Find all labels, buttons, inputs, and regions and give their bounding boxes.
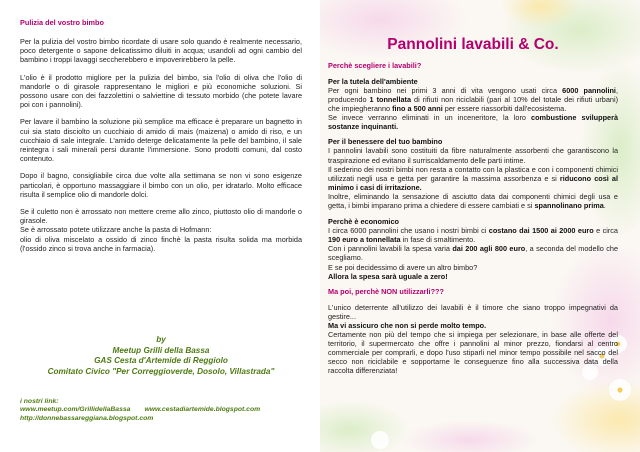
paragraph: Dopo il bagno, consigliabile circa due volte alla settimana se non vi sono esigenze particolari, è opportuno massaggiare il bimbo con un olio, per idratarlo. Molto efficace risulta il semplice olio di mandorle dolci. bbox=[20, 171, 302, 199]
credit-line: Meetup Grilli della Bassa bbox=[112, 345, 210, 355]
links-label: i nostri link: bbox=[20, 398, 59, 405]
question-heading: Ma poi, perchè NON utilizzarli??? bbox=[328, 286, 444, 296]
paragraph: Se il culetto non è arrossato non mettere creme allo zinco, piuttosto olio di mandorle o girasole. Se è arrossato potete utilizzare anche la pasta di Hofmann: olio di oliva miscelato a ossido di zinco finchè la pasta risulta solida ma morbida (l'ossido zinco si trova anche in farmacia). bbox=[20, 207, 302, 253]
right-content bbox=[328, 36, 618, 381]
link-meetup[interactable]: www.meetup.com/GrillidellaBassa bbox=[20, 406, 131, 414]
credit-line: by bbox=[156, 335, 166, 344]
left-content bbox=[20, 18, 302, 261]
credits bbox=[20, 335, 302, 377]
link-cesta[interactable]: www.cestadiartemide.blogspot.com bbox=[144, 406, 261, 414]
paragraph: Per la pulizia del vostro bimbo ricordate di usare solo quando è realmente necessario, poco detergente o sapone delicatissimo diluiti in acqua; usandoli ad ogni cambio del bambino i troppi lavaggi seccherebbero e impoverirebbero la pelle. bbox=[20, 37, 302, 65]
link-donne[interactable]: http://donnebassareggiana.blogspot.com bbox=[20, 414, 154, 422]
paragraph: Per ogni bambino nei primi 3 anni di vita vengono usati circa 6000 pannolini, producendo 1 tonnellata di rifiuti non riciclabili (pari al 10% del totale dei rifiuti urbani) che impiegheranno fino a 500 anni per essere riassorbiti dall'ecosistema. Se invece verranno eliminati in un inceneritore, la loro combustione svilupperà sostanze inquinanti. bbox=[328, 86, 619, 132]
credit-line: GAS Cesta d'Artemide di Reggiolo bbox=[94, 356, 228, 365]
page-title: Pannolini lavabili & Co. bbox=[387, 36, 559, 53]
links-row bbox=[20, 406, 310, 414]
subheading: Perchè è economico bbox=[328, 217, 399, 227]
paragraph: I pannolini lavabili sono costituiti da fibre naturalmente assorbenti che garantiscono la traspirazione ed evitano il surriscaldamento delle parti intime. Il sederino dei nostri bimbi non resta a contatto con la plastica e con i componenti chimici utilizzati negli usa e getta per garantire la massima assorbenza e si riducono così al minimo i casi di irritazione. Inoltre, eliminando la sensazione di asciutto data dai componenti chimici degli usa e getta, i bimbi imparano prima a chiedere di essere cambiati e si spannolinano prima. bbox=[328, 146, 618, 211]
paragraph: Per lavare il bambino la soluzione più semplice ma efficace è preparare un bagnetto in cui sia stato disciolto un cucchiaio di amido di mais (maizena) o amido di riso, e un cucchiaio di sale integrale. L'amido deterge delicatamente la pelle del bambino, il sale reintegra i sali minerali persi durante l'immersione. Sono prodotti comuni, dal costo contenuto. bbox=[20, 117, 302, 164]
paragraph: L'olio è il prodotto migliore per la pulizia del bimbo, sia l'olio di oliva che l'olio di mandorle o di girasole rappresentano le migliori e più economiche soluzioni. Si possono usare con dei fazzolettini o salviettine di tessuto morbido (che potete lavare poi con i pannolini). bbox=[20, 72, 302, 110]
paragraph: L'unico deterrente all'utilizzo dei lavabili è il timore che siano troppo impegnativi da gestire... Ma vi assicuro che non si perde molto tempo. Certamente non più del tempo che si impiega per selezionare, in base alle offerte del territorio, il supermercato che offre i pannolini al minor prezzo, fiondarsi al centro commerciale per comprarli, e dopo l'uso stiparli nel minor tempo possibile nel sacco del secco non riciclabile e sopportarne le conseguenze fino alla successiva data della raccolta differenziata! bbox=[328, 302, 618, 376]
subheading: Per il benessere del tuo bambino bbox=[328, 137, 443, 147]
right-column bbox=[320, 0, 640, 452]
paragraph: I circa 6000 pannolini che usano i nostri bimbi ci costano dai 1500 ai 2000 euro e circa 190 euro a tonnellata in fase di smaltimento. Con i pannolini lavabili la spesa varia dai 200 agli 800 euro, a seconda del modello che scegliamo. E se poi decidessimo di avere un altro bimbo? Allora la spesa sarà uguale a zero! bbox=[328, 226, 619, 281]
question-heading: Perchè scegliere i lavabili? bbox=[328, 61, 422, 70]
credit-line: Comitato Civico "Per Correggioverde, Dosolo, Villastrada" bbox=[47, 366, 275, 376]
links-block bbox=[20, 398, 310, 423]
subheading: Per la tutela dell'ambiente bbox=[328, 77, 418, 86]
section-title: Pulizia del vostro bimbo bbox=[20, 18, 104, 27]
